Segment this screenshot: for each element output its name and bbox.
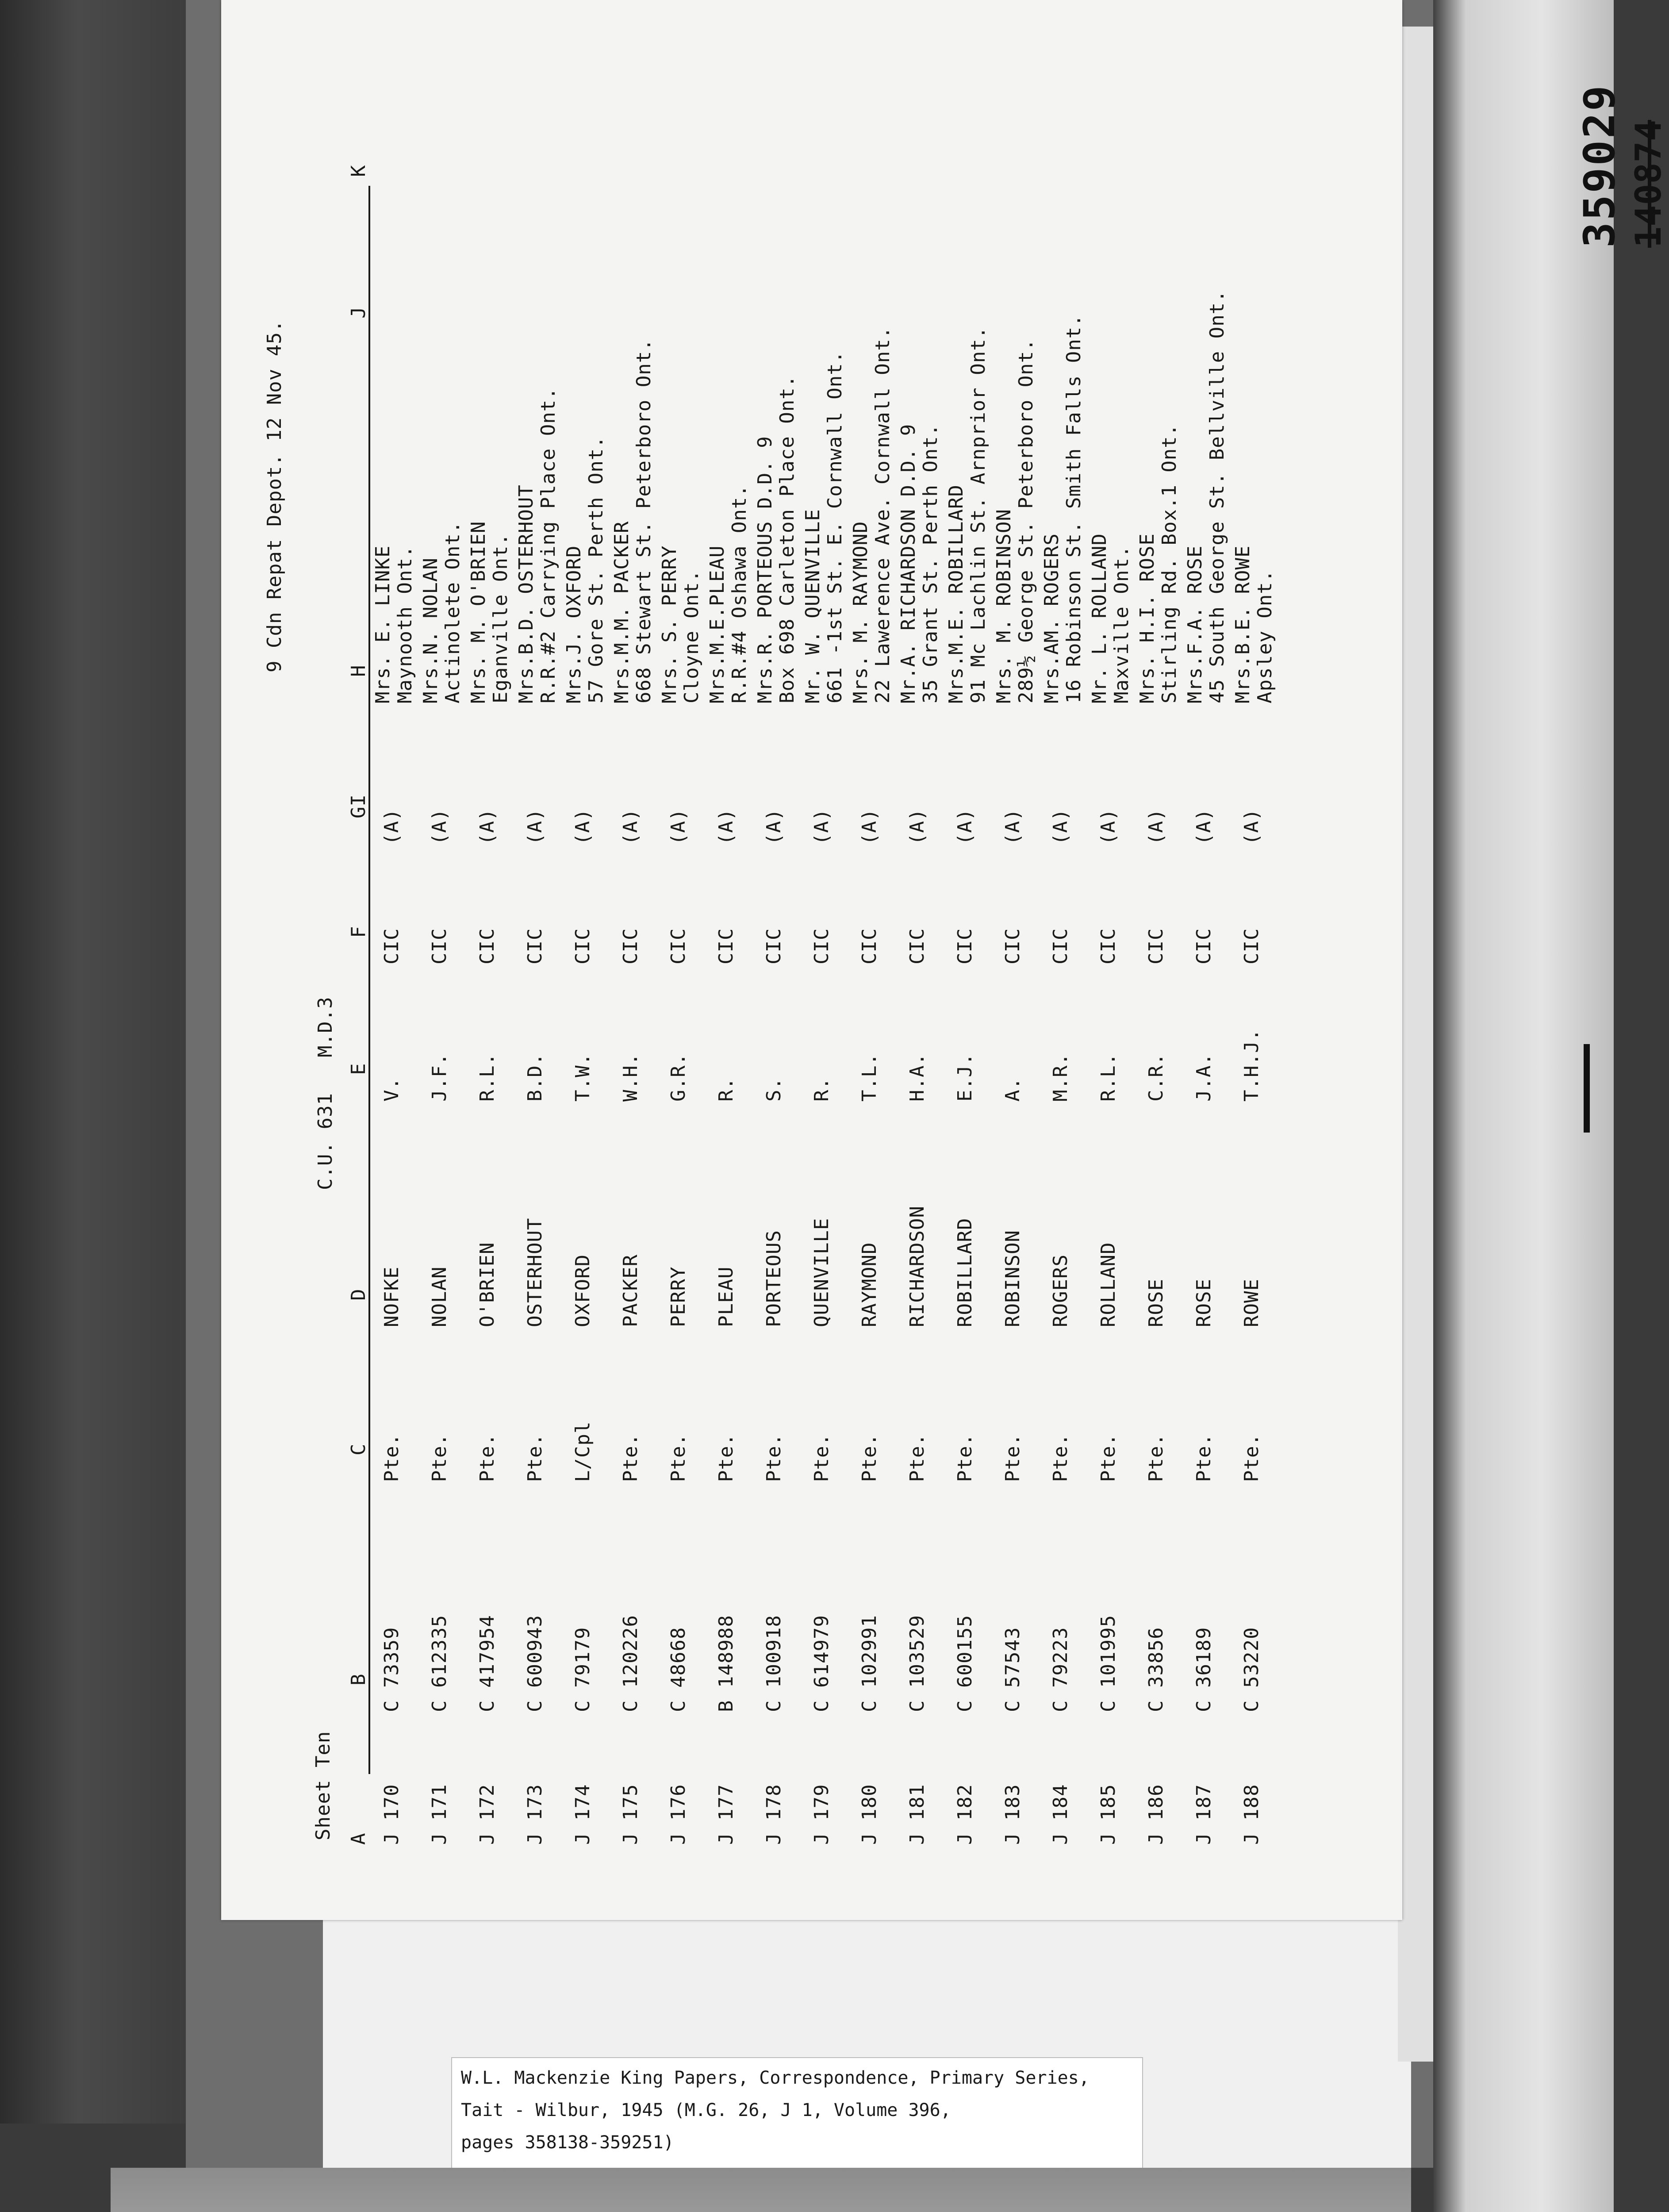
regimental-number: C 417954 bbox=[476, 1615, 499, 1712]
initials: H.A. bbox=[906, 1053, 929, 1102]
column-header-gi: GI bbox=[347, 794, 370, 818]
next-of-kin-name: Mrs. S. PERRY bbox=[658, 545, 681, 703]
corps: CIC bbox=[1193, 928, 1215, 964]
next-of-kin-name: Mrs.F.A. ROSE bbox=[1184, 545, 1206, 703]
initials: C.R. bbox=[1145, 1053, 1167, 1102]
column-header-k: K bbox=[347, 165, 370, 177]
label-line-3: pages 358138-359251) bbox=[461, 2132, 674, 2153]
initials: T.W. bbox=[572, 1053, 594, 1102]
regimental-number: C 120226 bbox=[619, 1615, 642, 1712]
next-of-kin-name: Mrs.M.M. PACKER bbox=[610, 521, 633, 703]
initials: R. bbox=[715, 1077, 737, 1102]
service-letter: J 173 bbox=[524, 1784, 546, 1845]
category: (A) bbox=[715, 808, 737, 845]
category: (A) bbox=[1240, 808, 1263, 845]
regimental-number: C 101995 bbox=[1097, 1615, 1120, 1712]
next-of-kin-name: Mrs.B.E. ROWE bbox=[1232, 545, 1254, 703]
next-of-kin-name: Mr. L. ROLLAND bbox=[1088, 533, 1111, 703]
next-of-kin-address: Maxville Ont. bbox=[1110, 545, 1133, 703]
district-label: M.D.3 bbox=[314, 996, 337, 1057]
category: (A) bbox=[906, 808, 929, 845]
struck-document-number: 140874 bbox=[1628, 120, 1669, 248]
initials: E.J. bbox=[954, 1053, 976, 1102]
initials: V. bbox=[380, 1077, 403, 1102]
category: (A) bbox=[810, 808, 833, 845]
regimental-number: C 79179 bbox=[572, 1627, 594, 1712]
category: (A) bbox=[667, 808, 690, 845]
initials: T.L. bbox=[858, 1053, 881, 1102]
surname: OSTERHOUT bbox=[524, 1217, 546, 1327]
surname: ROBILLARD bbox=[954, 1217, 976, 1327]
next-of-kin-name: Mrs.M.E.PLEAU bbox=[706, 545, 729, 703]
surname: NOLAN bbox=[428, 1266, 451, 1327]
next-of-kin-name: Mrs.N. NOLAN bbox=[419, 557, 442, 703]
surname: NOFKE bbox=[380, 1266, 403, 1327]
rank: Pte. bbox=[524, 1433, 546, 1482]
regimental-number: C 100918 bbox=[763, 1615, 785, 1712]
next-of-kin-address: R.R.#4 Oshawa Ont. bbox=[728, 484, 751, 703]
label-line-2: Tait - Wilbur, 1945 (M.G. 26, J 1, Volume 396, bbox=[461, 2100, 951, 2120]
nominal-roll-sheet bbox=[221, 0, 1402, 1920]
surname: ROWE bbox=[1240, 1279, 1263, 1327]
next-of-kin-name: Mrs. M. RAYMOND bbox=[849, 521, 872, 703]
category: (A) bbox=[1001, 808, 1024, 845]
column-header-e: E bbox=[347, 1063, 370, 1075]
surname: ROBINSON bbox=[1001, 1230, 1024, 1327]
corps: CIC bbox=[667, 928, 690, 964]
regimental-number: C 57543 bbox=[1001, 1627, 1024, 1712]
service-letter: J 178 bbox=[763, 1784, 785, 1845]
initials: G.R. bbox=[667, 1053, 690, 1102]
category: (A) bbox=[1145, 808, 1167, 845]
service-letter: J 188 bbox=[1240, 1784, 1263, 1845]
category: (A) bbox=[858, 808, 881, 845]
next-of-kin-address: 22 Lawerence Ave. Cornwall Ont. bbox=[871, 326, 894, 703]
service-letter: J 177 bbox=[715, 1784, 737, 1845]
next-of-kin-address: Eganville Ont. bbox=[489, 533, 512, 703]
rotated-page bbox=[221, 0, 1402, 1920]
next-of-kin-name: Mrs. M. ROBINSON bbox=[993, 509, 1015, 703]
regimental-number: B 148988 bbox=[715, 1615, 737, 1712]
regimental-number: C 33856 bbox=[1145, 1627, 1167, 1712]
sheet-label: Sheet Ten bbox=[312, 1731, 334, 1840]
corps: CIC bbox=[1240, 928, 1263, 964]
regimental-number: C 612335 bbox=[428, 1615, 451, 1712]
category: (A) bbox=[572, 808, 594, 845]
next-of-kin-address: Maynooth Ont. bbox=[394, 545, 416, 703]
next-of-kin-address: 91 Mc Lachlin St. Arnprior Ont. bbox=[967, 326, 990, 703]
category: (A) bbox=[619, 808, 642, 845]
rank: Pte. bbox=[1001, 1433, 1024, 1482]
regimental-number: C 48668 bbox=[667, 1627, 690, 1712]
corps: CIC bbox=[1097, 928, 1120, 964]
next-of-kin-address: 45 South George St. Bellville Ont. bbox=[1206, 290, 1228, 703]
surname: ROSE bbox=[1145, 1279, 1167, 1327]
category: (A) bbox=[380, 808, 403, 845]
rank: Pte. bbox=[858, 1433, 881, 1482]
service-letter: J 174 bbox=[572, 1784, 594, 1845]
category: (A) bbox=[1193, 808, 1215, 845]
next-of-kin-name: Mrs. M. O'BRIEN bbox=[467, 521, 490, 703]
corps: CIC bbox=[810, 928, 833, 964]
rank: Pte. bbox=[954, 1433, 976, 1482]
initials: M.R. bbox=[1049, 1053, 1072, 1102]
surname: RAYMOND bbox=[858, 1242, 881, 1327]
category: (A) bbox=[476, 808, 499, 845]
unit-label: C.U. 631 bbox=[314, 1093, 337, 1190]
service-letter: J 172 bbox=[476, 1784, 499, 1845]
next-of-kin-address: Box 698 Carleton Place Ont. bbox=[776, 375, 798, 703]
column-header-b: B bbox=[347, 1673, 370, 1686]
surname: ROLLAND bbox=[1097, 1242, 1120, 1327]
rank: Pte. bbox=[810, 1433, 833, 1482]
column-header-j: J bbox=[347, 306, 370, 319]
regimental-number: C 73359 bbox=[380, 1627, 403, 1712]
surname: QUENVILLE bbox=[810, 1217, 833, 1327]
next-of-kin-address: 661 -1st St. E. Cornwall Ont. bbox=[824, 350, 846, 703]
category: (A) bbox=[524, 808, 546, 845]
regimental-number: C 103529 bbox=[906, 1615, 929, 1712]
category: (A) bbox=[1097, 808, 1120, 845]
column-header-h: H bbox=[347, 664, 370, 677]
rank: Pte. bbox=[715, 1433, 737, 1482]
column-header-c: C bbox=[347, 1443, 370, 1455]
corps: CIC bbox=[572, 928, 594, 964]
corps: CIC bbox=[476, 928, 499, 964]
next-of-kin-address: Actinolete Ont. bbox=[441, 521, 464, 703]
service-letter: J 180 bbox=[858, 1784, 881, 1845]
rank: Pte. bbox=[1097, 1433, 1120, 1482]
corps: CIC bbox=[524, 928, 546, 964]
corps: CIC bbox=[763, 928, 785, 964]
rank: Pte. bbox=[906, 1433, 929, 1482]
label-line-1: W.L. Mackenzie King Papers, Correspondence, Primary Series, bbox=[461, 2068, 1090, 2088]
surname: PERRY bbox=[667, 1266, 690, 1327]
next-of-kin-address: 16 Robinson St. Smith Falls Ont. bbox=[1063, 314, 1085, 703]
category: (A) bbox=[428, 808, 451, 845]
surname: O'BRIEN bbox=[476, 1242, 499, 1327]
next-of-kin-address: 668 Stewart St. Peterboro Ont. bbox=[633, 338, 655, 703]
service-letter: J 182 bbox=[954, 1784, 976, 1845]
next-of-kin-address: 57 Gore St. Perth Ont. bbox=[585, 436, 607, 703]
service-letter: J 186 bbox=[1145, 1784, 1167, 1845]
initials: J.A. bbox=[1193, 1053, 1215, 1102]
regimental-number: C 79223 bbox=[1049, 1627, 1072, 1712]
column-header-a: A bbox=[347, 1832, 370, 1845]
depot-label: 9 Cdn Repat Depot. 12 Nov 45. bbox=[263, 319, 286, 672]
corps: CIC bbox=[1145, 928, 1167, 964]
regimental-number: C 600155 bbox=[954, 1615, 976, 1712]
initials: W.H. bbox=[619, 1053, 642, 1102]
next-of-kin-name: Mr. W. QUENVILLE bbox=[802, 509, 824, 703]
corps: CIC bbox=[858, 928, 881, 964]
surname: PORTEOUS bbox=[763, 1230, 785, 1327]
regimental-number: C 36189 bbox=[1193, 1627, 1215, 1712]
next-of-kin-address: 289½ George St. Peterboro Ont. bbox=[1015, 338, 1037, 703]
next-of-kin-address: Apsley Ont. bbox=[1254, 569, 1276, 703]
regimental-number: C 600943 bbox=[524, 1615, 546, 1712]
service-letter: J 181 bbox=[906, 1784, 929, 1845]
regimental-number: C 614979 bbox=[810, 1615, 833, 1712]
corps: CIC bbox=[619, 928, 642, 964]
corps: CIC bbox=[428, 928, 451, 964]
initials: S. bbox=[763, 1077, 785, 1102]
service-letter: J 179 bbox=[810, 1784, 833, 1845]
column-header-f: F bbox=[347, 926, 370, 938]
category: (A) bbox=[763, 808, 785, 845]
next-of-kin-name: Mrs.AM. ROGERS bbox=[1040, 533, 1063, 703]
archive-reference-label bbox=[451, 2057, 1143, 2170]
surname: RICHARDSON bbox=[906, 1206, 929, 1327]
service-letter: J 185 bbox=[1097, 1784, 1120, 1845]
next-of-kin-name: Mrs.R. PORTEOUS D.D. 9 bbox=[754, 436, 776, 703]
next-of-kin-name: Mrs. E. LINKE bbox=[372, 545, 394, 703]
corps: CIC bbox=[715, 928, 737, 964]
surname: PACKER bbox=[619, 1254, 642, 1327]
next-of-kin-name: Mrs.B.D. OSTERHOUT bbox=[515, 484, 537, 703]
initials: R.L. bbox=[476, 1053, 499, 1102]
service-letter: J 184 bbox=[1049, 1784, 1072, 1845]
initials: T.H.J. bbox=[1240, 1029, 1263, 1102]
category: (A) bbox=[954, 808, 976, 845]
rank: Pte. bbox=[763, 1433, 785, 1482]
next-of-kin-address: Cloyne Ont. bbox=[680, 569, 703, 703]
next-of-kin-name: Mrs.J. OXFORD bbox=[563, 545, 585, 703]
next-of-kin-address: R.R.#2 Carrying Place Ont. bbox=[537, 387, 560, 703]
rank: Pte. bbox=[476, 1433, 499, 1482]
next-of-kin-address: 35 Grant St. Perth Ont. bbox=[919, 423, 942, 703]
rank: Pte. bbox=[619, 1433, 642, 1482]
rank: Pte. bbox=[1049, 1433, 1072, 1482]
rank: Pte. bbox=[380, 1433, 403, 1482]
rank: Pte. bbox=[1193, 1433, 1215, 1482]
next-of-kin-name: Mrs. H.I. ROSE bbox=[1136, 533, 1159, 703]
surname: OXFORD bbox=[572, 1254, 594, 1327]
corps: CIC bbox=[954, 928, 976, 964]
service-letter: J 171 bbox=[428, 1784, 451, 1845]
next-of-kin-address: Stirling Rd. Box.1 Ont. bbox=[1158, 423, 1181, 703]
surname: ROSE bbox=[1193, 1279, 1215, 1327]
rank: Pte. bbox=[1240, 1433, 1263, 1482]
rank: Pte. bbox=[1145, 1433, 1167, 1482]
service-letter: J 183 bbox=[1001, 1784, 1024, 1845]
document-number-stamp: 359029 bbox=[1575, 84, 1624, 248]
service-letter: J 170 bbox=[380, 1784, 403, 1845]
corps: CIC bbox=[1001, 928, 1024, 964]
initials: J.F. bbox=[428, 1053, 451, 1102]
rank: L/Cpl bbox=[572, 1421, 594, 1482]
corps: CIC bbox=[1049, 928, 1072, 964]
regimental-number: C 102991 bbox=[858, 1615, 881, 1712]
initials: R. bbox=[810, 1077, 833, 1102]
film-edge-left bbox=[0, 0, 195, 2124]
rank: Pte. bbox=[667, 1433, 690, 1482]
initials: B.D. bbox=[524, 1053, 546, 1102]
next-of-kin-name: Mrs.M.E. ROBILLARD bbox=[945, 484, 967, 703]
service-letter: J 176 bbox=[667, 1784, 690, 1845]
margin-mark bbox=[1584, 1044, 1590, 1133]
service-letter: J 187 bbox=[1193, 1784, 1215, 1845]
rank: Pte. bbox=[428, 1433, 451, 1482]
initials: R.L. bbox=[1097, 1053, 1120, 1102]
surname: ROGERS bbox=[1049, 1254, 1072, 1327]
category: (A) bbox=[1049, 808, 1072, 845]
corps: CIC bbox=[906, 928, 929, 964]
service-letter: J 175 bbox=[619, 1784, 642, 1845]
corps: CIC bbox=[380, 928, 403, 964]
column-header-d: D bbox=[347, 1288, 370, 1301]
next-of-kin-name: Mr.A. RICHARDSON D.D. 9 bbox=[897, 423, 920, 703]
regimental-number: C 53220 bbox=[1240, 1627, 1263, 1712]
header-rule bbox=[368, 186, 370, 1774]
public-archives-plate bbox=[111, 2168, 1411, 2212]
surname: PLEAU bbox=[715, 1266, 737, 1327]
initials: A. bbox=[1001, 1077, 1024, 1102]
